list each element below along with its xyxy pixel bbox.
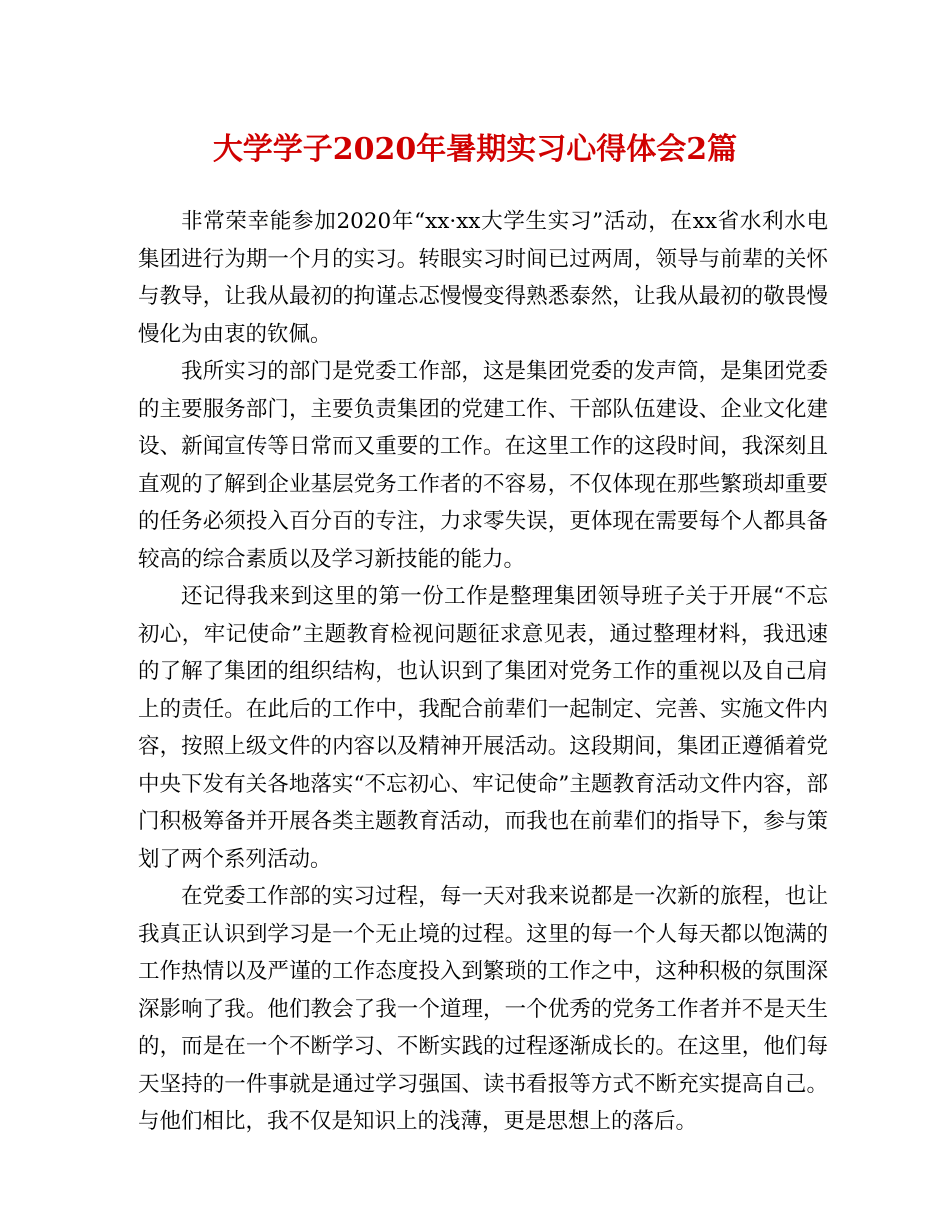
paragraph-2: 我所实习的部门是党委工作部，这是集团党委的发声筒，是集团党委的主要服务部门，主要负责集团的党建工作、干部队伍建设、企业文化建设、新闻宣传等日常而又重要的工作。在这里工作的这段时间，我深刻且直观的了解到企业基层党务工作者的不容易，不仅体现在那些繁琐却重要的任务必须投入百分百的专注，力求零失误，更体现在需要每个人都具备较高的综合素质以及学习新技能的能力。 — [138, 359, 828, 572]
document-title: 大学学子2020年暑期实习心得体会2篇 — [212, 132, 738, 167]
document-body — [138, 203, 828, 1141]
paragraph-3: 还记得我来到这里的第一份工作是整理集团领导班子关于开展“不忘初心，牢记使命”主题教育检视问题征求意见表，通过整理材料，我迅速的了解了集团的组织结构，也认识到了集团对党务工作的重视以及自己肩上的责任。在此后的工作中，我配合前辈们一起制定、完善、实施文件内容，按照上级文件的内容以及精神开展活动。这段期间，集团正遵循着党中央下发有关各地落实“不忘初心、牢记使命”主题教育活动文件内容，部门积极筹备并开展各类主题教育活动，而我也在前辈们的指导下，参与策划了两个系列活动。 — [138, 584, 828, 872]
paragraph-4: 在党委工作部的实习过程，每一天对我来说都是一次新的旅程，也让我真正认识到学习是一个无止境的过程。这里的每一个人每天都以饱满的工作热情以及严谨的工作态度投入到繁琐的工作之中，这种积极的氛围深深影响了我。他们教会了我一个道理，一个优秀的党务工作者并不是天生的，而是在一个不断学习、不断实践的过程逐渐成长的。在这里，他们每天坚持的一件事就是通过学习强国、读书看报等方式不断充实提高自己。与他们相比，我不仅是知识上的浅薄，更是思想上的落后。 — [138, 884, 828, 1134]
paragraph-1: 非常荣幸能参加2020年“xx·xx大学生实习”活动，在xx省水利水电集团进行为期一个月的实习。转眼实习时间已过两周，领导与前辈的关怀与教导，让我从最初的拘谨忐忑慢慢变得熟悉泰然，让我从最初的敬畏慢慢化为由衷的钦佩。 — [138, 209, 828, 347]
